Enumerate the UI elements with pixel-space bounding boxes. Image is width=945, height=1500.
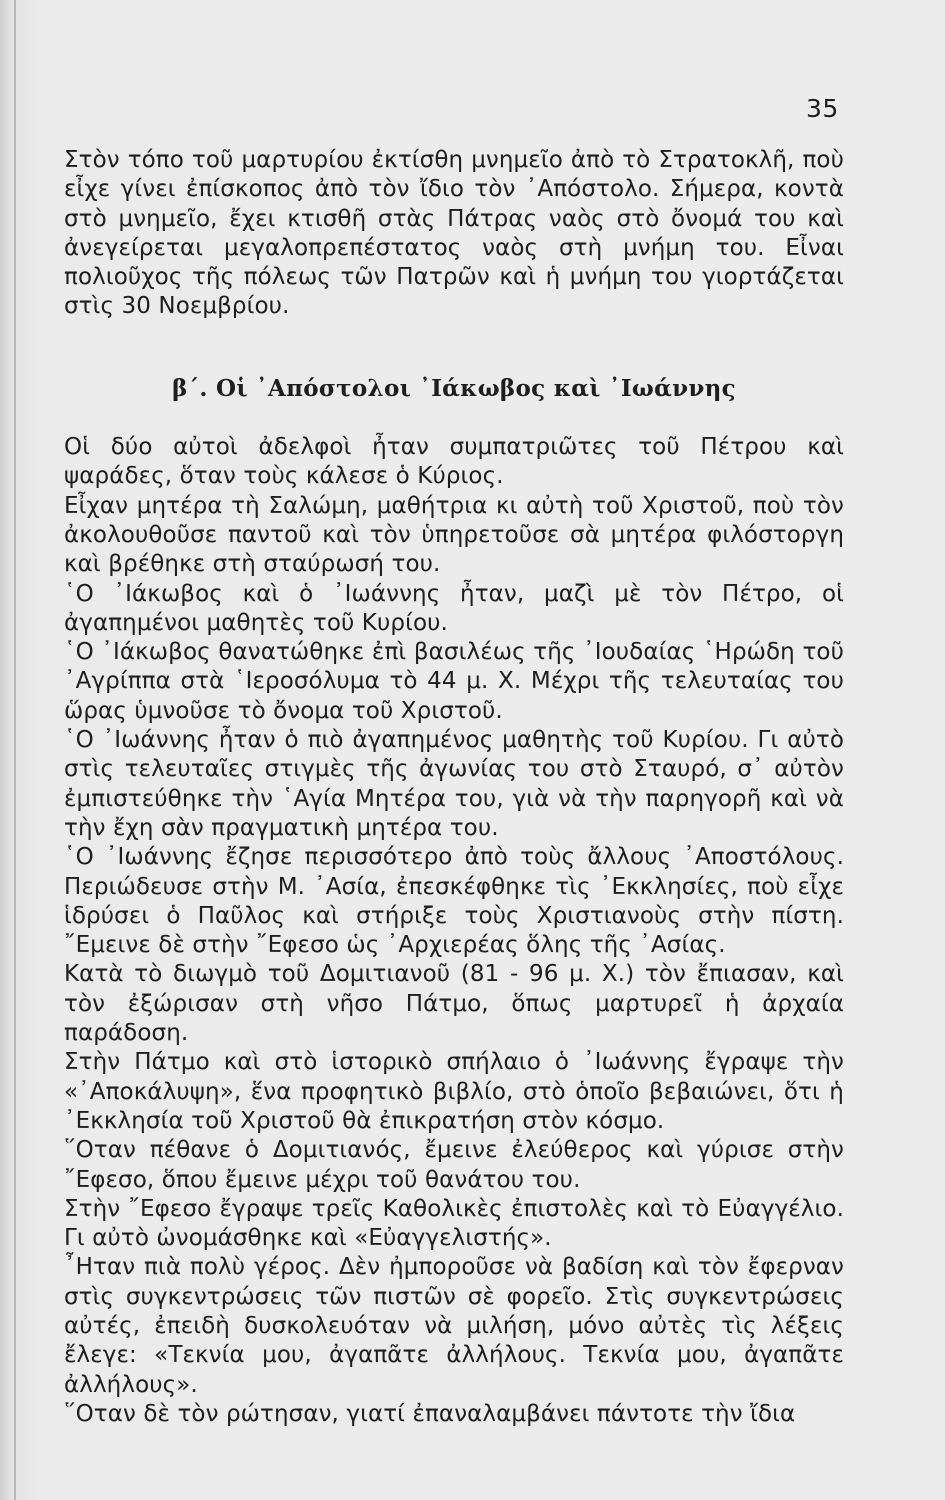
paragraph: ῾Ο ᾿Ιωάννης ἦταν ὁ πιὸ ἀγαπημένος μαθητὴς τοῦ Κυρίου. Γι αὐτὸ στὶς τελευταῖες στιγμὲς τῆς ἀγωνίας του στὸ Σταυρό, σ᾿ αὐτὸν ἐμπιστεύθηκε τὴν ῾Αγία Μητέρα του, γιὰ νὰ τὴν παρηγορῆ καὶ νὰ τὴν ἔχη σὰν πραγματικὴ μητέρα του. [64,727,844,841]
paragraph: ῾Ο ᾿Ιάκωβος θανατώθηκε ἐπὶ βασιλέως τῆς ᾿Ιουδαίας ῾Ηρώδη τοῦ ᾿Αγρίππα στὰ ῾Ιεροσόλυμα τὸ 44 μ. Χ. Μέχρι τῆς τελευταίας του ὥρας ὑμνοῦσε τὸ ὄνομα τοῦ Χριστοῦ. [64,639,844,724]
paragraph: Στὴν Πάτμο καὶ στὸ ἱστορικὸ σπήλαιο ὁ ᾿Ιωάννης ἔγραψε τὴν «᾿Αποκάλυψη», ἕνα προφητικὸ βιβλίο, στὸ ὁποῖο βεβαιώνει, ὅτι ἡ ᾿Εκκλησία τοῦ Χριστοῦ θὰ ἐπικρατήση στὸν κόσμο. [64,1049,844,1134]
intro-paragraph: Στὸν τόπο τοῦ μαρτυρίου ἐκτίσθη μνημεῖο ἀπὸ τὸ Στρατοκλῆ, ποὺ εἶχε γίνει ἐπίσκοπος ἀπὸ τὸν ἴδιο τὸν ᾿Απόστολο. Σήμερα, κοντὰ στὸ μνημεῖο, ἔχει κτισθῆ στὰς Πάτρας ναὸς στὸ ὄνομά του καὶ ἀνεγείρεται μεγαλοπρεπέστατος ναὸς στὴ μνήμη του. Εἶναι πολιοῦχος τῆς πόλεως τῶν Πατρῶν καὶ ἡ μνήμη του γιορτάζεται στὶς 30 Νοεμβρίου. [64,147,844,320]
paragraph: Οἱ δύο αὐτοὶ ἀδελφοὶ ἦταν συμπατριῶτες τοῦ Πέτρου καὶ ψαράδες, ὅταν τοὺς κάλεσε ὁ Κύριος. [64,434,844,490]
paragraph: Κατὰ τὸ διωγμὸ τοῦ Δομιτιανοῦ (81 - 96 μ. Χ.) τὸν ἔπιασαν, καὶ τὸν ἐξώρισαν στὴ νῆσο Πάτμο, ὅπως μαρτυρεῖ ἡ ἀρχαία παράδοση. [64,961,844,1047]
page-body [64,146,844,1429]
section-heading: β΄. Οἱ ᾿Απόστολοι ᾿Ιάκωβος καὶ ᾿Ιωάννης [172,374,736,402]
paragraph: ῏Ηταν πιὰ πολὺ γέρος. Δὲν ἠμποροῦσε νὰ βαδίση καὶ τὸν ἔφερναν στὶς συγκεντρώσεις τῶν πιστῶν σὲ φορεῖο. Στὶς συγκεντρώσεις αὐτές, ἐπειδὴ δυσκολευόταν νὰ μιλήση, μόνο αὐτὲς τὶς λέξεις ἔλεγε: «Τεκνία μου, ἀγαπᾶτε ἀλλήλους. Τεκνία μου, ἀγαπᾶτε ἀλλήλους». [64,1254,844,1398]
paragraph: ῞Οταν πέθανε ὁ Δομιτιανός, ἔμεινε ἐλεύθερος καὶ γύρισε στὴν ῎Εφεσο, ὅπου ἔμεινε μέχρι τοῦ θανάτου του. [64,1137,844,1193]
paragraph: ῾Ο ᾿Ιωάννης ἔζησε περισσότερο ἀπὸ τοὺς ἄλλους ᾿Αποστόλους. Περιώδευσε στὴν Μ. ᾿Ασία, ἐπεσκέφθηκε τὶς ᾿Εκκλησίες, ποὺ εἶχε ἱδρύσει ὁ Παῦλος καὶ στήριξε τοὺς Χριστιανοὺς στὴν πίστη. ῎Εμεινε δὲ στὴν ῎Εφεσο ὡς ᾿Αρχιερέας ὅλης τῆς ᾿Ασίας. [64,844,844,959]
paragraph: ῾Ο ᾿Ιάκωβος καὶ ὁ ᾿Ιωάννης ἦταν, μαζὶ μὲ τὸν Πέτρο, οἱ ἀγαπημένοι μαθητὲς τοῦ Κυρίου. [64,580,844,636]
paragraph: Στὴν ῎Εφεσο ἔγραψε τρεῖς Καθολικὲς ἐπιστολὲς καὶ τὸ Εὐαγγέλιο. Γι αὐτὸ ὠνομάσθηκε καὶ «Εὐαγγελιστής». [64,1195,844,1252]
paragraph: Εἶχαν μητέρα τὴ Σαλώμη, μαθήτρια κι αὐτὴ τοῦ Χριστοῦ, ποὺ τὸν ἀκολουθοῦσε παντοῦ καὶ τὸν ὑπηρετοῦσε σὰ μητέρα φιλόστοργη καὶ βρέθηκε στὴ σταύρωσή του. [64,492,844,578]
paragraph: ῞Οταν δὲ τὸν ρώτησαν, γιατί ἐπαναλαμβάνει πάντοτε τὴν ἴδια [64,1400,796,1427]
page-binding-edge [14,0,16,1500]
page-number: 35 [806,94,839,123]
